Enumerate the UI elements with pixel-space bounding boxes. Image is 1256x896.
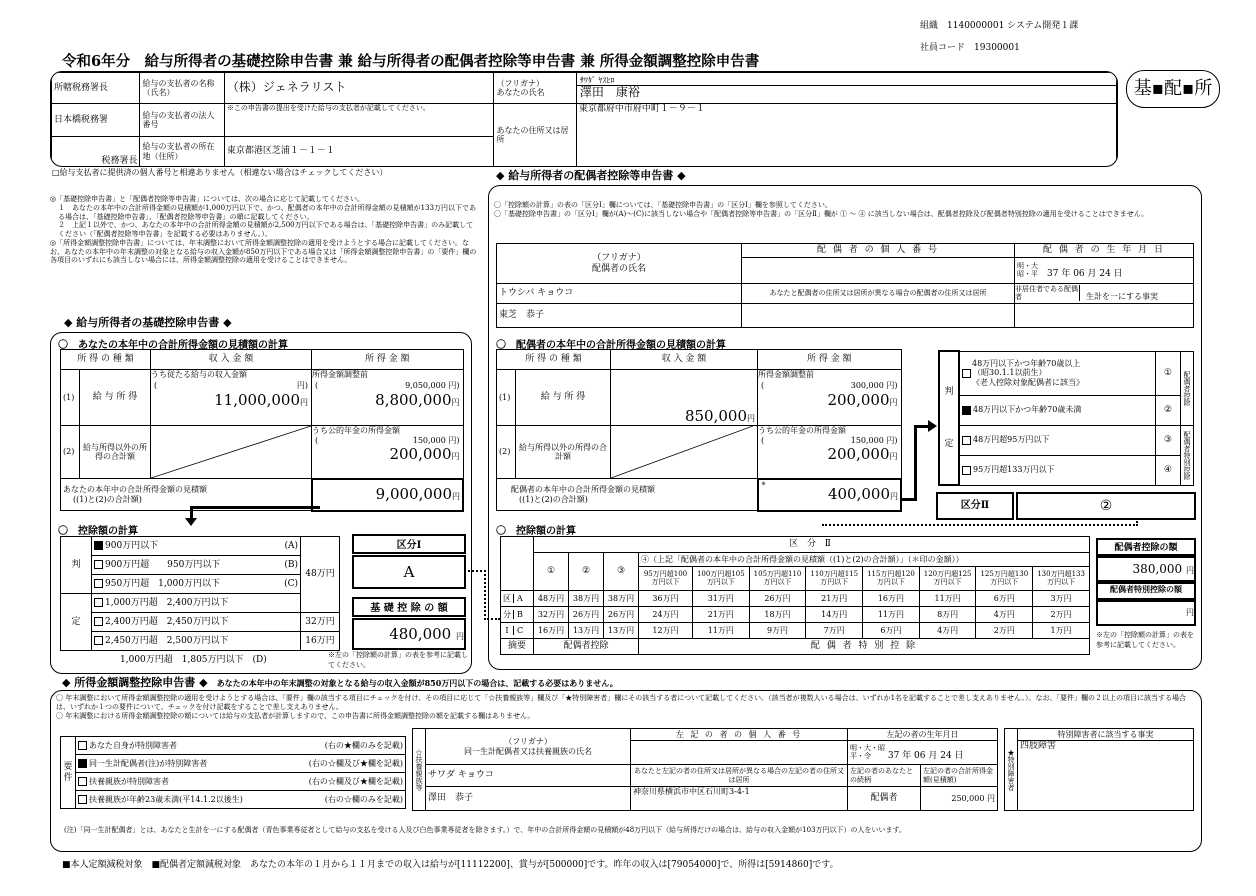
payer-no-label: 給与の支払者の法人番号 (140, 104, 224, 137)
sp-fact[interactable]: 四肢障害 (1018, 741, 1194, 811)
r1-income[interactable]: うち従たる給与の収入金額 ( 円) 11,000,000円 (151, 370, 312, 426)
dep-kana[interactable]: サワダ キョウコ (426, 765, 631, 787)
adjust-title-row: ◆ 所得金額調整控除申告書 ◆ あなたの本年中の年末調整の対象となる給与の収入金額が850万円以下の場合は、記載する必要はありません。 (62, 676, 618, 689)
deduct-row-6[interactable]: 2,450万円超 2,500万円以下 (92, 632, 301, 651)
my-address[interactable]: 東京都府中市府中町１－９－１ (576, 104, 1116, 167)
basic-income-table (60, 349, 464, 512)
dep-rel-label: 左記の者のあなたとの続柄 (848, 765, 921, 787)
kana-label: （フリガナ） あなたの氏名 (494, 73, 576, 104)
sp-h-income: 収 入 金 額 (611, 350, 758, 370)
deduct-row-d: 1,000万円超 1,805万円以下 (D) (120, 655, 267, 665)
sd-row-key: C (517, 625, 524, 635)
sp-fact-label: 特別障害者に該当する事実 (1018, 729, 1194, 741)
deduct-row-4[interactable]: 1,000万円超 2,400万円以下 (92, 594, 301, 613)
spouse-nonres: 非居住者である配偶者 生計を一にする事実 (1015, 284, 1194, 304)
judge-row4[interactable]: 95万円超133万円以下 (959, 455, 1155, 485)
req-2[interactable]: 同一生計配偶者(注)が特別障害者 (右の☆欄及び★欄を記載) (76, 755, 406, 773)
special-table (1004, 728, 1194, 811)
basic-calc-title: 〇 あなたの本年中の合計所得金額の見積額の計算 (58, 340, 288, 351)
haigu-value[interactable]: 380,000 円 (1096, 556, 1196, 582)
sd-rowA-cell: 21万円 (806, 591, 863, 607)
sd-col-4: 115万円超120万円以下 (863, 567, 920, 591)
spouse-name[interactable]: 東芝 恭子 (497, 304, 742, 328)
org-info: 組織 1140000001 システム開発１課 (920, 21, 1079, 31)
spouse-title: ◆ 給与所得者の配偶者控除等申告書 ◆ (496, 169, 686, 182)
amt3: 16万円 (301, 632, 340, 651)
ju-label: 判 (61, 537, 92, 594)
sd-rowC-cell: 11万円 (692, 623, 749, 639)
deduct-table (60, 536, 340, 651)
tax-office-label: 所轄税務署長 (52, 73, 140, 104)
sd-rowC-cell: 1万円 (1033, 623, 1090, 639)
sd-c3: ③ (604, 553, 639, 591)
sdeduct-title: 〇 控除額の計算 (496, 526, 576, 537)
spouse-birth[interactable]: 明・大 昭・平 37 年 06 月 24 日 (1015, 258, 1194, 284)
dotted-connector (1136, 518, 1138, 526)
corner (501, 537, 534, 591)
footer-summary: ■本人定額減税対象 ■配偶者定額減税対象 あなたの本年の１月から１１月までの収入は給与が[11112200]、賞与が[500000]です。昨年の収入は[79054000]で、所得は[5914860]です。 (62, 860, 839, 870)
arrow-head (928, 420, 937, 432)
sd-rowA-cell (501, 591, 534, 607)
sd-c4: ④（上記「配偶者の本年中の合計所得金額の見積額（(1)と(2)の合計額）」（＊印の金額）） (639, 553, 1090, 567)
sp-r1-label: 給 与 所 得 (516, 370, 611, 426)
kubun1-value[interactable]: A (352, 555, 466, 589)
dep-birth[interactable]: 明・大・昭 平・令 37 年 06 月 24 日 (848, 741, 998, 765)
sd-rowC-cell: 13万円 (604, 623, 639, 639)
spouse-info-table (496, 243, 1194, 328)
dep-birth-label: 左記の者の生年月日 (848, 729, 998, 741)
dotted-connector (822, 524, 1138, 526)
sd-sum2: 配 偶 者 特 別 控 除 (639, 639, 1090, 655)
sd-rowB-cell: 21万円 (692, 607, 749, 623)
sp-r2-income-blank (611, 426, 758, 479)
sd-col-3: 110万円超115万円以下 (806, 567, 863, 591)
sd-rowB-cell: 26万円 (604, 607, 639, 623)
dep-addr-label: あなたと左記の者の住所又は居所が異なる場合の左記の者の住所又は居所 (631, 765, 848, 787)
dep-inc[interactable]: 250,000 円 (921, 787, 998, 811)
instructions: ◎「基礎控除申告書」と「配偶者控除等申告書」については、次の場合に応じて記載してください。 １ あなたの本年中の合計所得金額の見積額が1,000万円以下で、かつ、配偶者の本年中の合計所得金額の見積額が133万円以下である場合は、「基礎控除申告書」、「配偶者控除等申告書」の順に記載してください。 ２ 上記１以外で、かつ、あなたの本年中の合計所得金額の見積額が2,500万円以下である場合は、「基礎控除申告書」のみ記載してください（「配偶者控除等申告書」を記載する必要はありません。）。 ◎「所得金額調整控除申告書」については、年末調整において所得金額調整控除の適用を受けようとする場合に記載してください。なお、あなたの本年中の年末調整の対象となる給与の収入金額が850万円以下である場合又は「所得金額調整控除申告書」の「要件」欄の各項目のいずれにも該当しない場合には、所得金額調整控除の適用を受けることはできません。 (50, 195, 477, 265)
haigu-label: 配偶者控除の額 (1096, 538, 1196, 556)
deduct-note: ※左の「控除額の計算」の表を参考に記載してください。 (328, 651, 468, 669)
deduct-row-a[interactable]: 900万円以下 (A) (92, 537, 301, 556)
kiso-value[interactable]: 480,000 円 (352, 618, 466, 650)
dotted-connector (464, 570, 486, 572)
sd-rowB-cell: 11万円 (863, 607, 920, 623)
youken-label: 要件 (61, 737, 76, 809)
sd-rowC-cell: 2万円 (976, 623, 1033, 639)
sp-h-amount: 所 得 金 額 (758, 350, 902, 370)
sp-r1-income[interactable]: 850,000円 (611, 370, 758, 426)
req-3[interactable]: 扶養親族が特別障害者 (右の☆欄及び★欄を記載) (76, 773, 406, 791)
spouse-name-label: （フリガナ） 配偶者の氏名 (497, 244, 742, 284)
spouse-birth-label: 配 偶 者 の 生 年 月 日 (1015, 244, 1194, 258)
sd-rowC-cell: 13万円 (569, 623, 604, 639)
toku-label: 配偶者特別控除の額 (1096, 582, 1196, 600)
sd-rowA-cell: 26万円 (749, 591, 806, 607)
payer-address[interactable]: 東京都港区芝浦１－１－１ (224, 137, 494, 167)
spouse-calc-title: 〇 配偶者の本年中の合計所得金額の見積額の計算 (496, 340, 726, 351)
tax-office-name: 日本橋税務署 (52, 104, 140, 137)
judge-row1[interactable]: 48万円以下かつ年齢70歳以上 （昭30.1.1以前生） 《老人控除対象配偶者に該当》 (959, 351, 1155, 395)
deduct-row-5[interactable]: 2,400万円超 2,450万円以下 (92, 613, 301, 632)
sd-rowB-cell (501, 607, 534, 623)
form-badge: 基▪配▪所 (1126, 70, 1220, 108)
spouse-fact[interactable] (1015, 304, 1194, 328)
my-name-cell[interactable]: ｻﾜﾀﾞ ﾔｽﾋﾛ 澤田 康裕 (576, 73, 1116, 104)
fuyo-label: ☆扶養親族等 (413, 729, 426, 811)
total-label: あなたの本年中の合計所得金額の見積額 ((1)と(2)の合計額) (61, 479, 312, 511)
sp-r2-amount[interactable]: うち公的年金の所得金額 ( 150,000 円) 200,000円 (758, 426, 902, 479)
judge-n3: ③ (1155, 425, 1180, 455)
sp-label: ★特別障害者 (1005, 729, 1018, 811)
basic-total[interactable]: 9,000,000円 (312, 479, 464, 511)
dep-mynum-label: 左 記 の 者 の 個 人 番 号 (631, 729, 848, 741)
toku-value[interactable]: 円 (1096, 600, 1196, 626)
req-table (60, 736, 406, 809)
payer-name[interactable]: （株）ジェネラリスト (224, 73, 494, 104)
sd-rowA-cell: 31万円 (692, 591, 749, 607)
sd-rowB-cell: 4万円 (976, 607, 1033, 623)
adjust-notes: 〇 年末調整において所得金額調整控除の適用を受けようとする場合は、「要件」欄の該当する項目にチェックを付け、その項目に応じて「☆扶養親族等」欄及び「★特別障害者」欄にその該当する者について記載してください。（該当者が複数人いる場合は、いずれか1名を記載することで差し支えありません。）。なお、「要件」欄の２以上の項目に該当する場合は、いずれか１つの要件について、チェックを付け記載をすることで差し支えありません。 〇 年末調整における所得金額調整控除の額については給与の支払者が計算しますので、この申告書に所得金額調整控除の額を記載する欄はありません。 (56, 694, 1186, 721)
basic-title: ◆ 給与所得者の基礎控除申告書 ◆ (64, 316, 232, 329)
sp-h-type: 所 得 の 種 類 (497, 350, 611, 370)
sd-rowC-cell (501, 623, 534, 639)
sd-side: Ⅰ (501, 626, 514, 635)
spouse-notes: 〇「控除額の計算」の表の「区分Ⅰ」欄については、「基礎控除申告書」の「区分Ⅰ」欄を参照してください。 〇「基礎控除申告書」の「区分Ⅰ」欄が(A)～(C)に該当しない場合や「配偶者控除等申告書」の「区分Ⅱ」欄が ① ～ ④ に該当しない場合は、配偶者控除及び配偶者特別控除の適用を受けることはできません。 (494, 201, 1149, 219)
sd-rowA-cell: 11万円 (919, 591, 976, 607)
spouse-mynum[interactable] (742, 258, 1015, 284)
req-1[interactable]: あなた自身が特別障害者 (右の★欄のみを記載) (76, 737, 406, 755)
sd-c2: ② (569, 553, 604, 591)
sp-total-label: 配偶者の本年中の合計所得金額の見積額 ((1)と(2)の合計額) (497, 479, 758, 511)
sd-col-1: 100万円超105万円以下 (692, 567, 749, 591)
sd-rowB-cell: 8万円 (919, 607, 976, 623)
r2-label: 給与所得以外の所得の合計額 (80, 426, 151, 479)
payer-addr-label: 給与の支払者の所在地（住所） (140, 137, 224, 167)
judge-row3[interactable]: 48万円超95万円以下 (959, 425, 1155, 455)
judge-row2[interactable]: 48万円以下かつ年齢70歳未満 (959, 395, 1155, 425)
spouse-income-table (496, 349, 902, 512)
dep-inc-label: 左記の者の合計所得金額(見積額) (921, 765, 998, 787)
sp-r1-amount[interactable]: 所得金額調整前 ( 300,000 円) 200,000円 (758, 370, 902, 426)
judge-n2: ② (1155, 395, 1180, 425)
sd-col-7: 130万円超133万円以下 (1033, 567, 1090, 591)
sd-c1: ① (534, 553, 569, 591)
sd-row-key: B (517, 609, 523, 619)
r1-no: (1) (61, 370, 80, 426)
sd-summary: 摘要 (501, 639, 534, 655)
tei-label: 定 (61, 594, 92, 651)
sd-rowA-cell: 36万円 (639, 591, 693, 607)
sd-sum1: 配偶者控除 (534, 639, 639, 655)
sd-rowB-cell: 2万円 (1033, 607, 1090, 623)
sd-rowB-cell: 26万円 (569, 607, 604, 623)
sd-rowA-cell: 38万円 (569, 591, 604, 607)
sp-r2-label: 給与所得以外の所得の合計額 (516, 426, 611, 479)
dep-addr[interactable]: 神奈川県横浜市中区石川町3-4-1 (631, 787, 848, 811)
dep-name-label: （フリガナ） 同一生計配偶者又は扶養親族の氏名 (426, 729, 631, 765)
amt2: 32万円 (301, 613, 340, 632)
req-4[interactable]: 扶養親族が年齢23歳未満(平14.1.2以後生) (右の☆欄のみを記載) (76, 791, 406, 809)
arrow-head (185, 518, 197, 526)
kubun2-label: 区分Ⅱ (936, 492, 1014, 520)
mynumber-check[interactable]: □給与支払者に提供済の個人番号と相違ありません（相違ない場合はチェックしてください） (52, 168, 388, 177)
kubun1-label: 区分Ⅰ (352, 534, 466, 554)
sdeduct-note: ※左の「控除額の計算」の表を参考に記載してください。 (1096, 631, 1194, 649)
sd-rowA-cell: 16万円 (863, 591, 920, 607)
sd-rowC-cell: 7万円 (806, 623, 863, 639)
tax-office-suffix: 税務署長 (52, 137, 140, 167)
kiso-label: 基 礎 控 除 の 額 (352, 597, 466, 617)
sp-r1-no: (1) (497, 370, 516, 426)
sd-rowC-cell: 16万円 (534, 623, 569, 639)
h-amount: 所 得 金 額 (312, 350, 464, 370)
sd-row-key: A (517, 593, 523, 603)
judge-label: 判 定 (939, 351, 959, 485)
spouse-total[interactable]: * 400,000円 (758, 479, 902, 511)
sd-rowA-cell: 48万円 (534, 591, 569, 607)
top-info-section (50, 71, 1118, 167)
sd-col-2: 105万円超110万円以下 (749, 567, 806, 591)
sd-rowA-cell: 3万円 (1033, 591, 1090, 607)
sd-rowA-cell: 38万円 (604, 591, 639, 607)
amt1: 48万円 (301, 537, 340, 613)
sd-col-5: 120万円超125万円以下 (919, 567, 976, 591)
r1-label: 給 与 所 得 (80, 370, 151, 426)
addr-label: あなたの住所又は居所 (494, 104, 576, 167)
dep-rel[interactable]: 配偶者 (848, 787, 921, 811)
sd-rowB-cell: 24万円 (639, 607, 693, 623)
sd-rowB-cell: 18万円 (749, 607, 806, 623)
r2-no: (2) (61, 426, 80, 479)
page-title: 令和6年分 給与所得者の基礎控除申告書 兼 給与所得者の配偶者控除等申告書 兼 所得金額調整控除申告書 (62, 53, 760, 70)
employee-code: 社員コード 19300001 (920, 43, 1020, 53)
payer-name-label: 給与の支払者の名称（氏名） (140, 73, 224, 104)
arrow-line (190, 506, 320, 509)
sd-rowC-cell: 12万円 (639, 623, 693, 639)
dep-mynum[interactable] (631, 741, 848, 765)
sd-side: 区 (501, 594, 514, 603)
spouse-mynum-label: 配 偶 者 の 個 人 番 号 (742, 244, 1015, 258)
deduct-row-b[interactable]: 900万円超 950万円以下 (B) (92, 556, 301, 575)
judge-side2: 配偶者特別控除 (1180, 425, 1193, 485)
sp-r2-no: (2) (497, 426, 516, 479)
sd-col-6: 125万円超130万円以下 (976, 567, 1033, 591)
judge-n1: ① (1155, 351, 1180, 395)
arrow-line (914, 425, 917, 501)
dotted-connector (484, 570, 486, 620)
dependent-table (412, 728, 998, 811)
judge-table (938, 350, 1194, 486)
payer-no-field[interactable]: ※この申告書の提出を受けた給与の支払者が記載してください。 (224, 104, 494, 137)
spouse-addr[interactable] (742, 304, 1015, 328)
judge-side1: 配偶者控除 (1180, 351, 1193, 425)
sd-rowC-cell: 6万円 (863, 623, 920, 639)
judge-n4: ④ (1155, 455, 1180, 485)
sd-rowC-cell: 4万円 (919, 623, 976, 639)
sd-kubun2: 区 分 Ⅱ (534, 537, 1090, 553)
deduct-row-c[interactable]: 950万円超 1,000万円以下 (C) (92, 575, 301, 594)
sd-rowB-cell: 14万円 (806, 607, 863, 623)
sd-rowC-cell: 9万円 (749, 623, 806, 639)
adjust-footnote: (注)「同一生計配偶者」とは、あなたと生計を一にする配偶者（青色事業専従者として給与の支払を受ける人及び白色事業専従者を除きます。）で、年中の合計所得金額の見積額が48万円以下（給与所得だけの場合は、給与の収入金額が103万円以下）の人をいいます。 (64, 826, 906, 834)
sd-side: 分 (501, 610, 514, 619)
sd-rowB-cell: 32万円 (534, 607, 569, 623)
sd-rowA-cell: 6万円 (976, 591, 1033, 607)
spouse-kana[interactable]: トウシバ キョウコ (497, 284, 742, 304)
h-type: 所 得 の 種 類 (61, 350, 151, 370)
dep-name[interactable]: 澤田 恭子 (426, 787, 631, 811)
r1-amount[interactable]: 所得金額調整前 ( 9,050,000 円) 8,800,000円 (312, 370, 464, 426)
kubun2-value[interactable]: ② (1016, 492, 1196, 520)
sd-col-0: 95万円超100万円以下 (639, 567, 693, 591)
sdeduct-table (500, 536, 1090, 655)
h-income: 収 入 金 額 (151, 350, 312, 370)
r2-amount[interactable]: うち公的年金の所得金額 ( 150,000 円) 200,000円 (312, 426, 464, 479)
deduct-title: 〇 控除額の計算 (58, 526, 138, 537)
spouse-addr-label: あなたと配偶者の住所又は居所が異なる場合の配偶者の住所又は居所 (742, 284, 1015, 304)
r2-income-blank (151, 426, 312, 479)
